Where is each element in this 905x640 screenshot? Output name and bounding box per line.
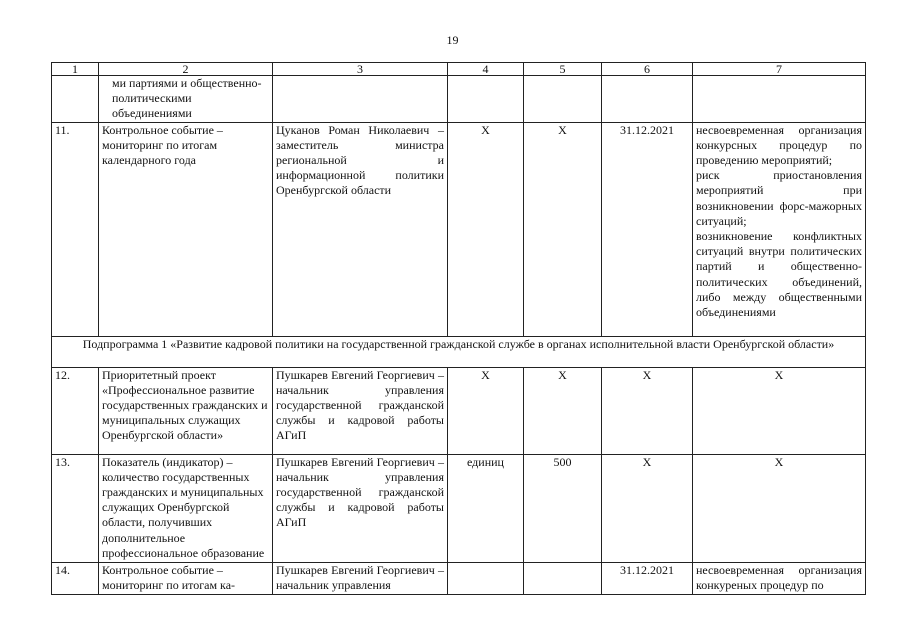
risk-cell: несвоевременная организация конкурсных процедур по проведению мероприятий; риск приостановления мероприятий при возникновении форс-мажорных ситуаций; возникновение конфликтных ситуаций внутри политических партий и общественно-политических объединений, либо между общественными объединениями — [693, 122, 866, 336]
risk-cell — [693, 76, 866, 123]
deadline-cell: Х — [602, 454, 693, 562]
column-number: 4 — [448, 63, 524, 76]
plan-table — [51, 62, 866, 595]
column-number: 7 — [693, 63, 866, 76]
unit-cell: единиц — [448, 454, 524, 562]
column-number: 3 — [273, 63, 448, 76]
subprogram-title: Подпрограмма 1 «Развитие кадровой политики на государственной гражданской службе в органах исполнительной власти Оренбургской области» — [52, 336, 866, 367]
deadline-cell: Х — [602, 367, 693, 454]
unit-cell: Х — [448, 367, 524, 454]
row-number-cell: 13. — [52, 454, 99, 562]
responsible-cell: Пушкарев Евгений Георгиевич – начальник управления государственной гражданской службы и кадровой работы АГиП — [273, 367, 448, 454]
table-row — [52, 122, 866, 336]
table-row — [52, 454, 866, 562]
column-number: 2 — [99, 63, 273, 76]
column-number: 1 — [52, 63, 99, 76]
column-number-row — [52, 63, 866, 76]
row-number-cell: 12. — [52, 367, 99, 454]
deadline-cell: 31.12.2021 — [602, 122, 693, 336]
table-row — [52, 562, 866, 594]
responsible-cell: Пушкарев Евгений Георгиевич – начальник управления государственной гражданской службы и кадровой работы АГиП — [273, 454, 448, 562]
risk-cell: несвоевременная организация конкуреных процедур по — [693, 562, 866, 594]
unit-cell — [448, 76, 524, 123]
event-name-cell: ми партиями и общественно-политическими объединениями — [99, 76, 273, 123]
event-name-cell: Приоритетный проект «Профессиональное развитие государственных гражданских и муниципальных служащих Оренбургской области» — [99, 367, 273, 454]
event-name-cell: Контрольное событие – мониторинг по итогам календарного года — [99, 122, 273, 336]
responsible-cell: Цуканов Роман Николаевич – заместитель министра региональной и информационной политики Оренбургской области — [273, 122, 448, 336]
row-number-cell: 14. — [52, 562, 99, 594]
unit-cell — [448, 562, 524, 594]
responsible-cell — [273, 76, 448, 123]
deadline-cell — [602, 76, 693, 123]
unit-cell: Х — [448, 122, 524, 336]
table-row — [52, 367, 866, 454]
value-cell — [524, 562, 602, 594]
risk-cell: Х — [693, 454, 866, 562]
risk-cell: Х — [693, 367, 866, 454]
value-cell: Х — [524, 367, 602, 454]
event-name-cell: Показатель (индикатор) – количество государственных гражданских и муниципальных служащих Оренбургской области, получивших дополнительное профессиональное образование — [99, 454, 273, 562]
table-row-continuation — [52, 76, 866, 123]
column-number: 6 — [602, 63, 693, 76]
row-number-cell: 11. — [52, 122, 99, 336]
deadline-cell: 31.12.2021 — [602, 562, 693, 594]
value-cell: Х — [524, 122, 602, 336]
page-number: 19 — [446, 33, 459, 47]
value-cell — [524, 76, 602, 123]
value-cell: 500 — [524, 454, 602, 562]
column-number: 5 — [524, 63, 602, 76]
subprogram-row — [52, 336, 866, 367]
event-name-cell: Контрольное событие – мониторинг по итогам ка- — [99, 562, 273, 594]
row-number-cell — [52, 76, 99, 123]
responsible-cell: Пушкарев Евгений Георгиевич – начальник управления — [273, 562, 448, 594]
